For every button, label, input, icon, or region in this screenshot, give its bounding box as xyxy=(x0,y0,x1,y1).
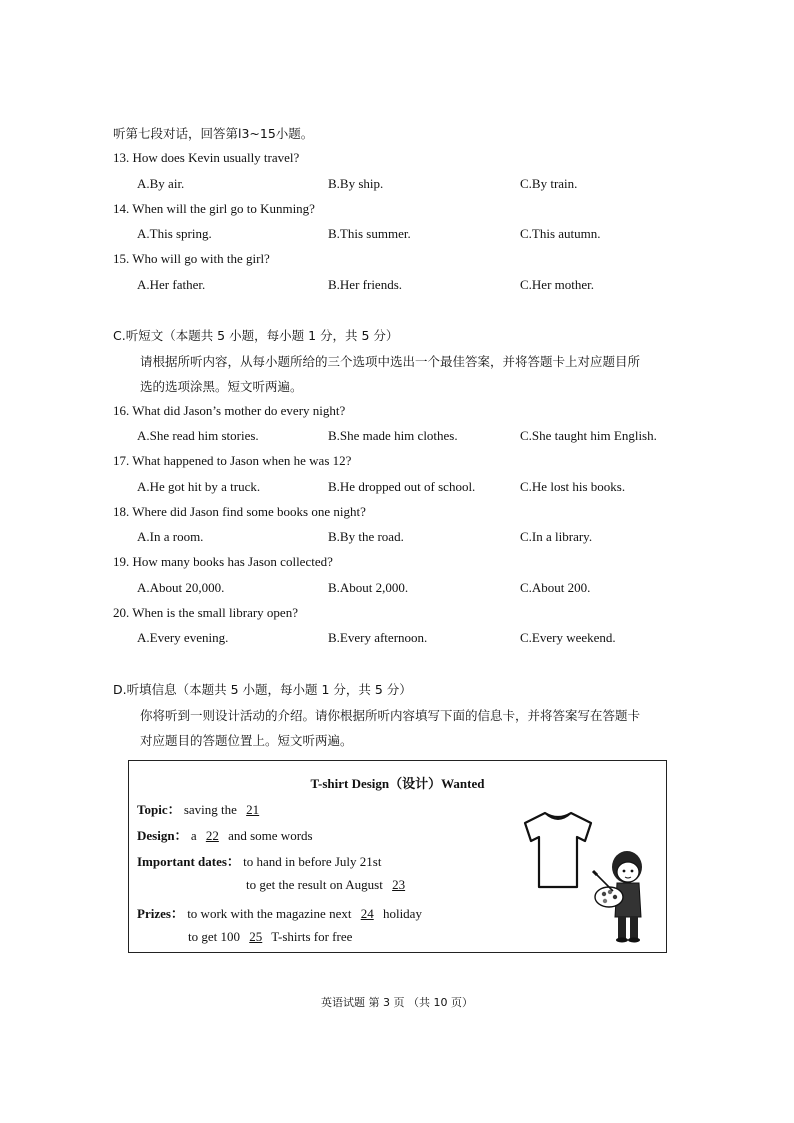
intro-dialogue-7: 听第七段对话，回答第l3~15小题。 xyxy=(113,126,314,141)
q17-option-c[interactable]: C.He lost his books. xyxy=(520,479,626,494)
q13-option-c[interactable]: C.By train. xyxy=(520,176,578,191)
question-18: 18. Where did Jason find some books one night? xyxy=(113,504,366,519)
q20-option-c[interactable]: C.Every weekend. xyxy=(520,630,616,645)
q14-option-c[interactable]: C.This autumn. xyxy=(520,226,601,241)
q17-option-b[interactable]: B.He dropped out of school. xyxy=(328,479,476,494)
question-15: 15. Who will go with the girl? xyxy=(113,251,270,266)
section-c-heading: C.听短文（本题共 5 小题，每小题 1 分，共 5 分） xyxy=(113,328,399,343)
card-row-design xyxy=(137,825,313,844)
prizes-line-2-post: T-shirts for free xyxy=(271,929,353,944)
q19-option-a[interactable]: A.About 20,000. xyxy=(137,580,225,595)
section-d-instruction-2: 对应题目的答题位置上。短文听两遍。 xyxy=(140,733,353,748)
question-17: 17. What happened to Jason when he was 12? xyxy=(113,453,352,468)
prizes-line-1-post: holiday xyxy=(382,906,422,921)
section-d-instruction-1: 你将听到一则设计活动的介绍。请你根据所听内容填写下面的信息卡，并将答案写在答题卡 xyxy=(140,708,641,723)
q15-option-c[interactable]: C.Her mother. xyxy=(520,277,595,292)
question-20: 20. When is the small library open? xyxy=(113,605,298,620)
blank-25[interactable]: 25 xyxy=(249,929,263,944)
section-c-instruction-1: 请根据所听内容，从每小题所给的三个选项中选出一个最佳答案，并将答题卡上对应题目所 xyxy=(140,354,641,369)
q18-option-c[interactable]: C.In a library. xyxy=(520,529,593,544)
dates-line-2: to get the result on August xyxy=(246,877,383,892)
blank-23[interactable]: 23 xyxy=(392,877,406,892)
dates-line-1: to hand in before July 21st xyxy=(243,854,382,869)
blank-24[interactable]: 24 xyxy=(360,906,374,921)
q15-option-b[interactable]: B.Her friends. xyxy=(328,277,403,292)
q18-option-a[interactable]: A.In a room. xyxy=(137,529,204,544)
q20-option-b[interactable]: B.Every afternoon. xyxy=(328,630,428,645)
card-row-dates-2 xyxy=(246,877,411,893)
q18-option-b[interactable]: B.By the road. xyxy=(328,529,404,544)
card-row-topic xyxy=(137,799,265,818)
tshirt-illustration xyxy=(521,809,595,891)
q13-option-a[interactable]: A.By air. xyxy=(137,176,185,191)
question-16: 16. What did Jason’s mother do every night? xyxy=(113,403,346,418)
design-label: Design： xyxy=(137,828,188,843)
design-pre: a xyxy=(190,828,197,843)
q16-option-c[interactable]: C.She taught him English. xyxy=(520,428,657,443)
q14-option-a[interactable]: A.This spring. xyxy=(137,226,212,241)
design-post: and some words xyxy=(228,828,313,843)
q14-option-b[interactable]: B.This summer. xyxy=(328,226,411,241)
q16-option-b[interactable]: B.She made him clothes. xyxy=(328,428,458,443)
q16-option-a[interactable]: A.She read him stories. xyxy=(137,428,259,443)
card-title: T-shirt Design（设计）Wanted xyxy=(310,776,485,791)
card-row-prizes xyxy=(137,903,422,922)
topic-label: Topic： xyxy=(137,802,181,817)
painter-boy-illustration xyxy=(587,847,655,943)
q19-option-c[interactable]: C.About 200. xyxy=(520,580,591,595)
topic-text: saving the xyxy=(183,802,237,817)
section-c-instruction-2: 选的选项涂黑。短文听两遍。 xyxy=(140,379,303,394)
blank-22[interactable]: 22 xyxy=(205,828,219,843)
card-row-dates xyxy=(137,851,381,870)
question-19: 19. How many books has Jason collected? xyxy=(113,554,333,569)
question-14: 14. When will the girl go to Kunming? xyxy=(113,201,315,216)
prizes-label: Prizes： xyxy=(137,906,184,921)
prizes-line-2: to get 100 xyxy=(188,929,240,944)
card-row-prizes-2 xyxy=(188,929,352,945)
q15-option-a[interactable]: A.Her father. xyxy=(137,277,206,292)
dates-label: Important dates： xyxy=(137,854,240,869)
page-footer: 英语试题 第 3 页 （共 10 页） xyxy=(321,996,473,1009)
info-card xyxy=(128,760,667,953)
q17-option-a[interactable]: A.He got hit by a truck. xyxy=(137,479,261,494)
prizes-line-1: to work with the magazine next xyxy=(187,906,352,921)
q20-option-a[interactable]: A.Every evening. xyxy=(137,630,229,645)
q19-option-b[interactable]: B.About 2,000. xyxy=(328,580,409,595)
section-d-heading: D.听填信息（本题共 5 小题，每小题 1 分，共 5 分） xyxy=(113,682,412,697)
q13-option-b[interactable]: B.By ship. xyxy=(328,176,384,191)
question-13: 13. How does Kevin usually travel? xyxy=(113,150,300,165)
blank-21[interactable]: 21 xyxy=(246,802,260,817)
